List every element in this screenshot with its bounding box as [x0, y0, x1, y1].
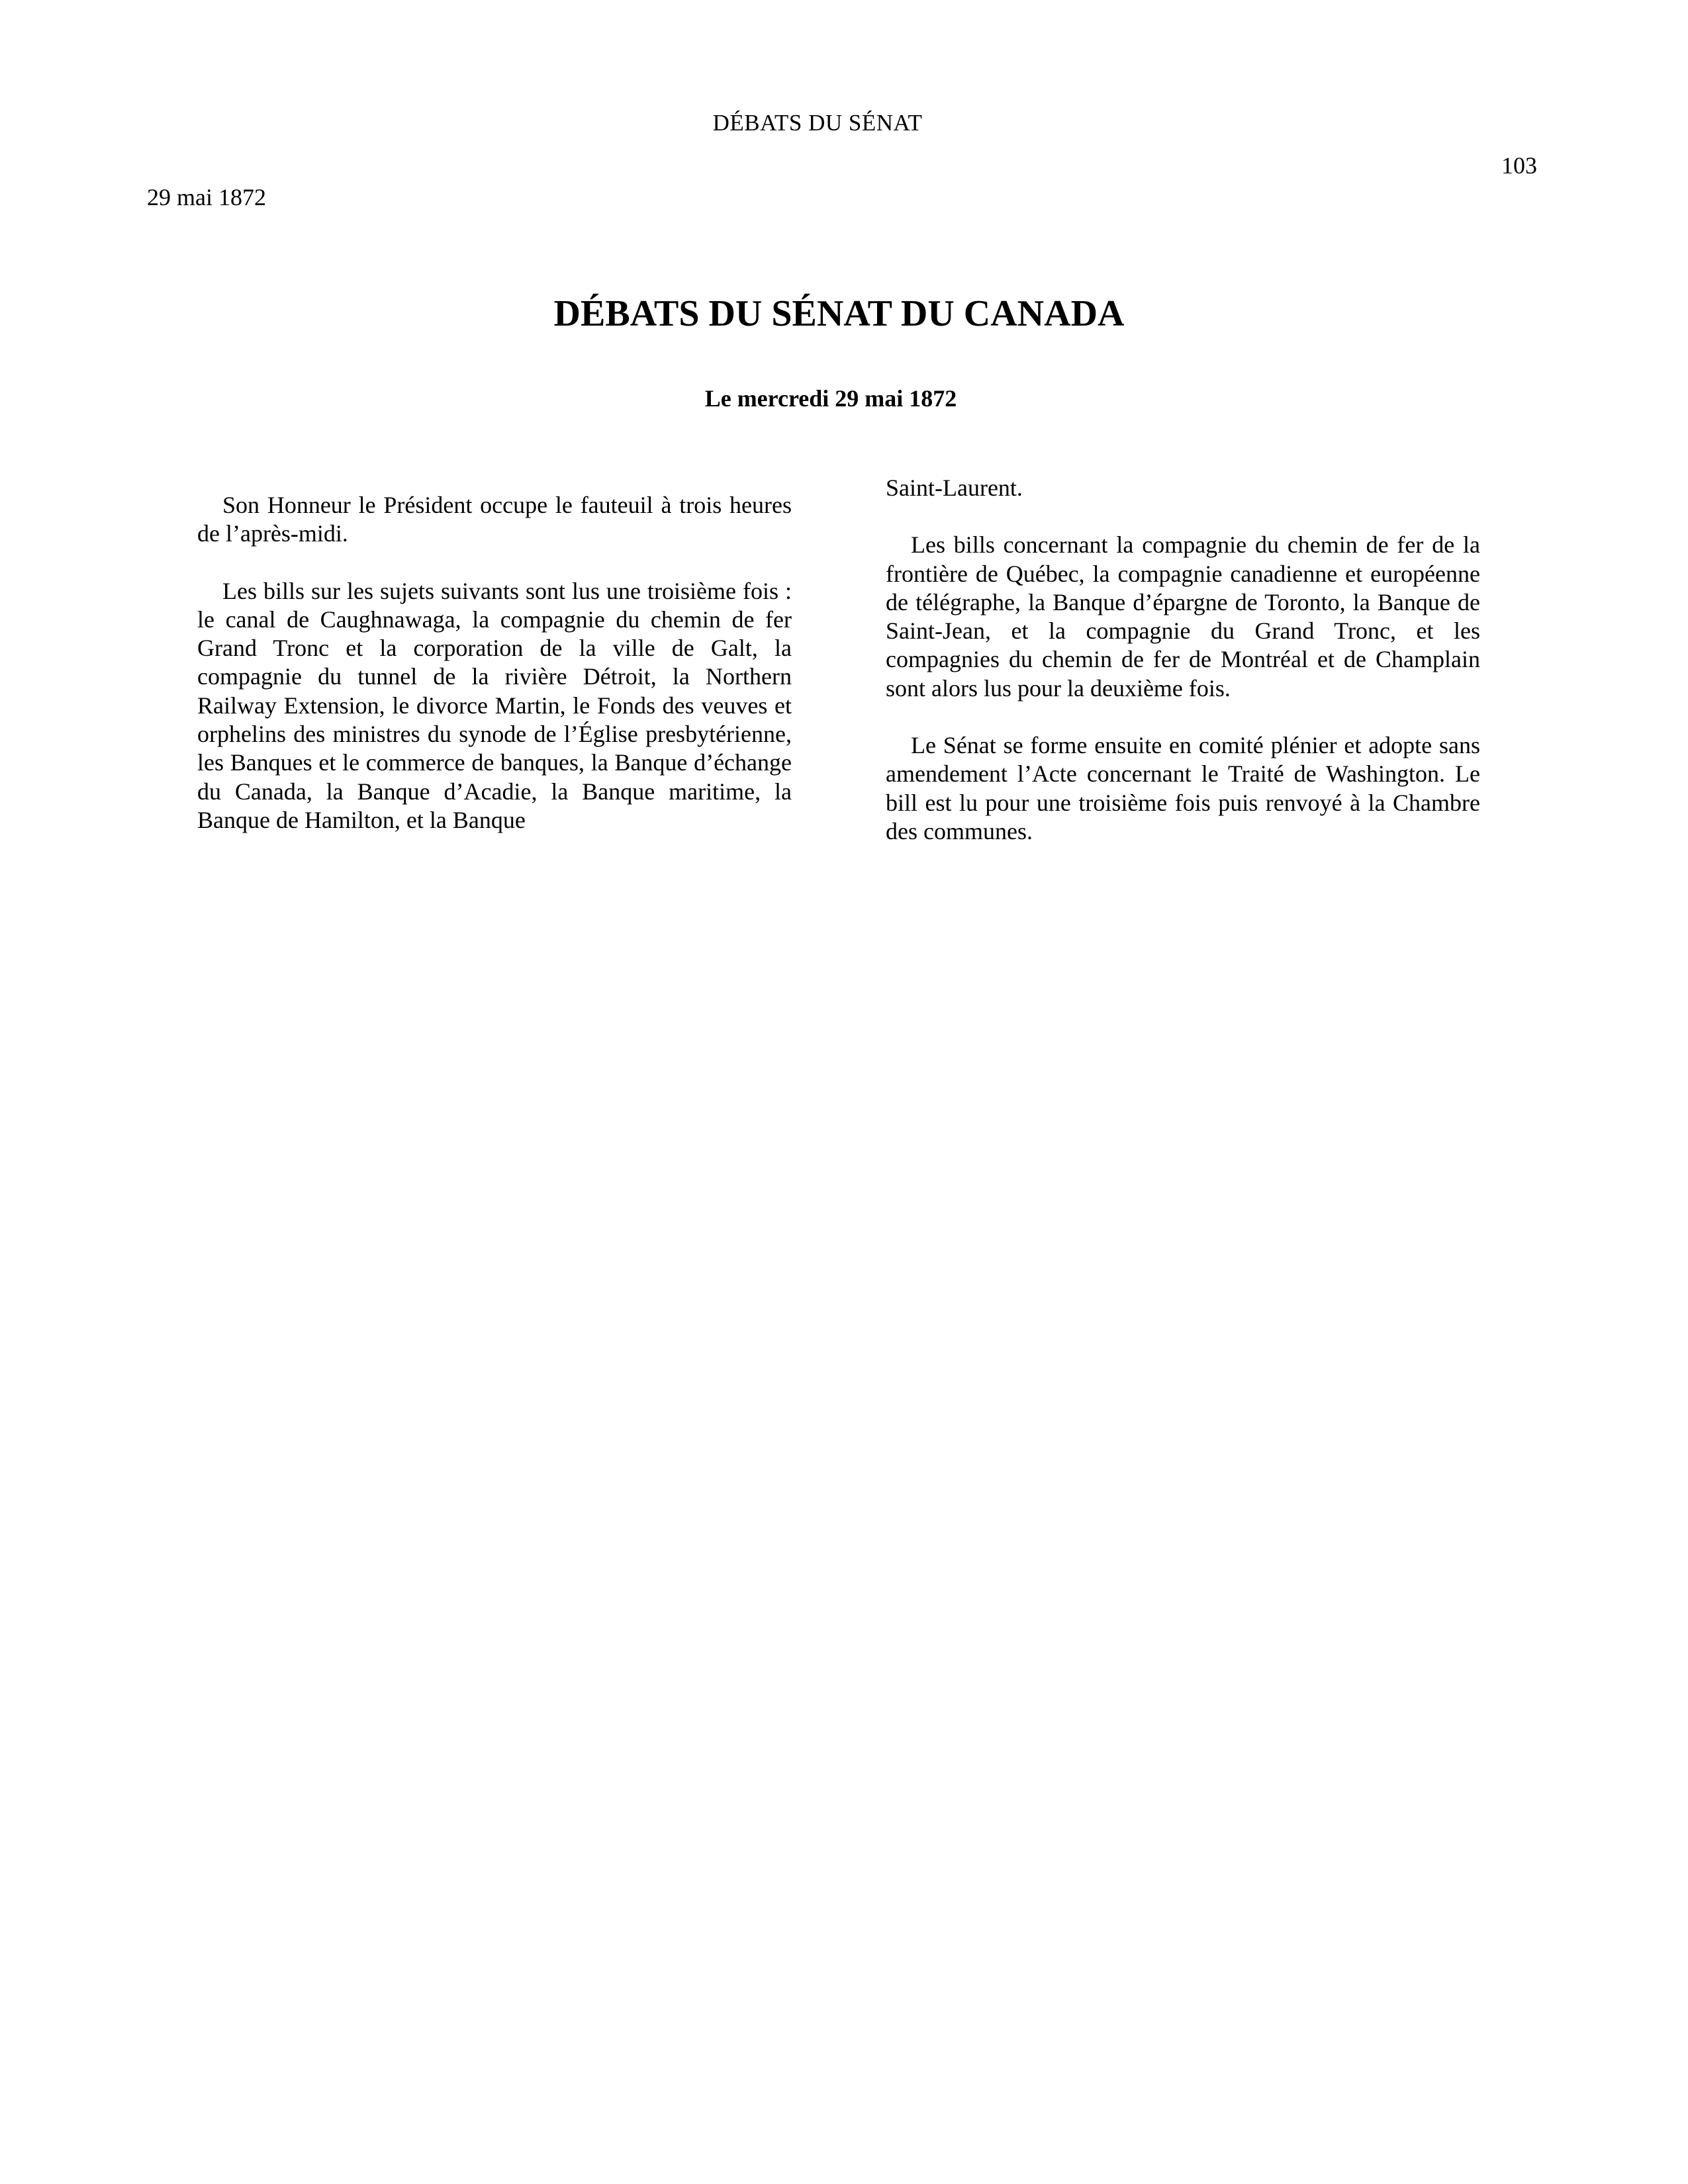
sitting-date: Le mercredi 29 mai 1872	[704, 385, 957, 412]
page-title: DÉBATS DU SÉNAT DU CANADA	[553, 293, 1125, 334]
right-column	[886, 474, 1480, 874]
paragraph: Les bills sur les sujets suivants sont lus une troisième fois : le canal de Caughnawaga, la compagnie du chemin de fer Grand Tronc et la corporation de la ville de Galt, la compagnie du tunnel de la rivière Détroit, la Northern Railway Extension, le divorce Martin, le Fonds des veuves et orphelins des ministres du synode de l’Église presbytérienne, les Banques et le commerce de banques, la Banque d’échange du Canada, la Banque d’Acadie, la Banque maritime, la Banque de Hamilton, et la Banque	[197, 577, 792, 833]
paragraph: Le Sénat se forme ensuite en comité plénier et adopte sans amendement l’Acte concernant le Traité de Washington. Le bill est lu pour une troisième fois puis renvoyé à la Chambre des communes.	[886, 732, 1480, 844]
page-date: 29 mai 1872	[147, 184, 266, 210]
paragraph: Les bills concernant la compagnie du chemin de fer de la frontière de Québec, la compagnie canadienne et européenne de télégraphe, la Banque d’épargne de Toronto, la Banque de Saint-Jean, et la compagnie du Grand Tronc, et les compagnies du chemin de fer de Montréal et de Champlain sont alors lus pour la deuxième fois.	[886, 531, 1480, 702]
running-head: DÉBATS DU SÉNAT	[712, 110, 923, 136]
paragraph: Son Honneur le Président occupe le fauteuil à trois heures de l’après-midi.	[197, 492, 792, 547]
paragraph-continuation: Saint-Laurent.	[886, 475, 1023, 501]
page-number: 103	[1501, 152, 1537, 179]
left-column	[197, 491, 792, 863]
